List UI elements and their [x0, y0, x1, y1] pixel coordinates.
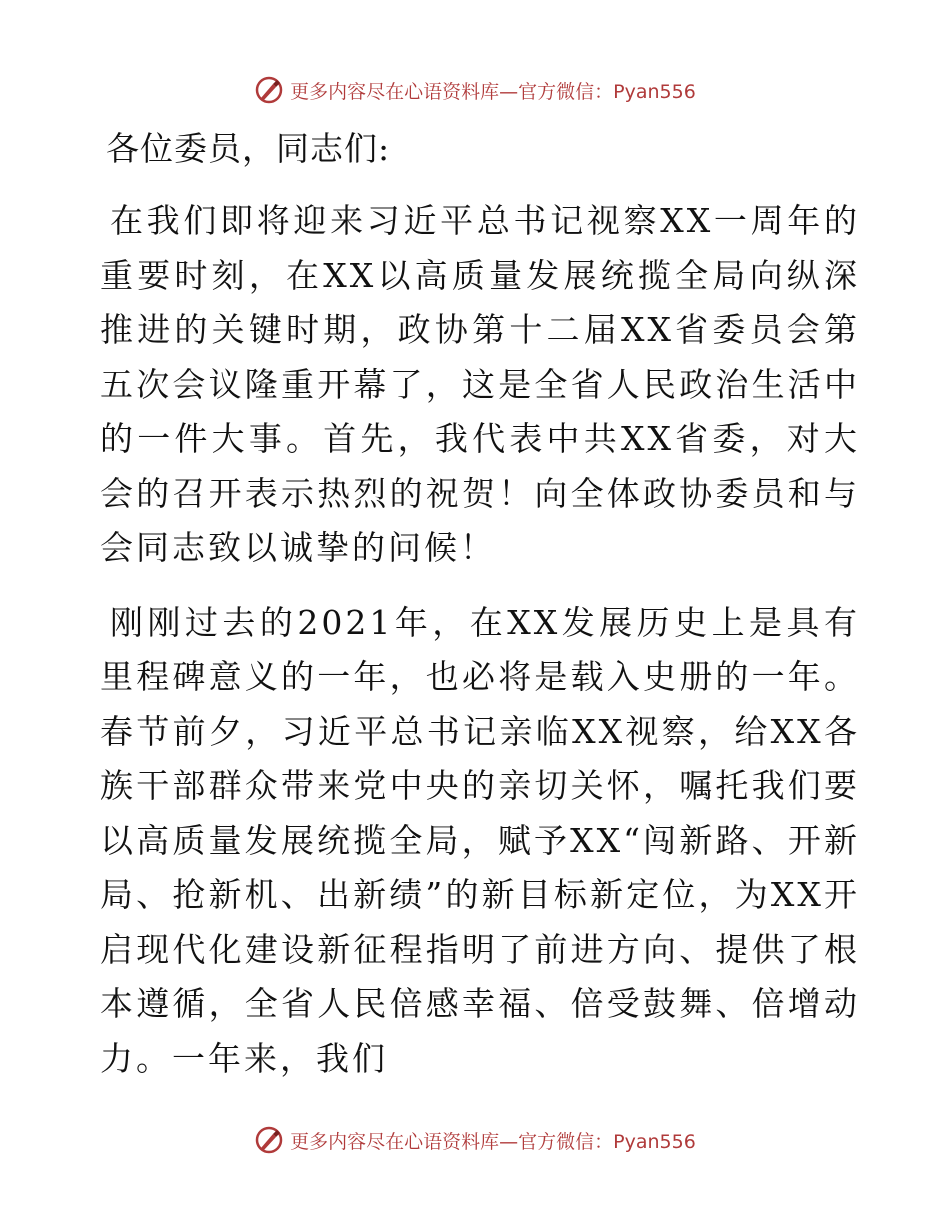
pen-logo-icon	[254, 1125, 284, 1155]
document-body	[100, 122, 860, 1106]
footer-watermark-text: 更多内容尽在心语资料库—官方微信：Pyan556	[290, 1130, 696, 1153]
footer-watermark-banner	[0, 1120, 950, 1160]
header-watermark-banner	[0, 70, 950, 110]
paragraph-1: 在我们即将迎来习近平总书记视察XX一周年的重要时刻，在XX以高质量发展统揽全局向纵深推进的关键时期，政协第十二届XX省委员会第五次会议隆重开幕了，这是全省人民政治生活中的一件大事。首先，我代表中共XX省委，对大会的召开表示热烈的祝贺！向全体政协委员和与会同志致以诚挚的问候！	[100, 201, 860, 567]
pen-logo-icon	[254, 75, 284, 105]
greeting-line: 各位委员，同志们:	[106, 129, 391, 168]
header-watermark-text: 更多内容尽在心语资料库—官方微信：Pyan556	[290, 80, 696, 103]
paragraph-2: 刚刚过去的2021年，在XX发展历史上是具有里程碑意义的一年，也必将是载入史册的一年。春节前夕，习近平总书记亲临XX视察，给XX各族干部群众带来党中央的亲切关怀，嘱托我们要以高质量发展统揽全局，赋予XX“闯新路、开新局、抢新机、出新绩”的新目标新定位，为XX开启现代化建设新征程指明了前进方向、提供了根本遵循，全省人民倍感幸福、倍受鼓舞、倍增动力。一年来，我们	[100, 602, 860, 1078]
